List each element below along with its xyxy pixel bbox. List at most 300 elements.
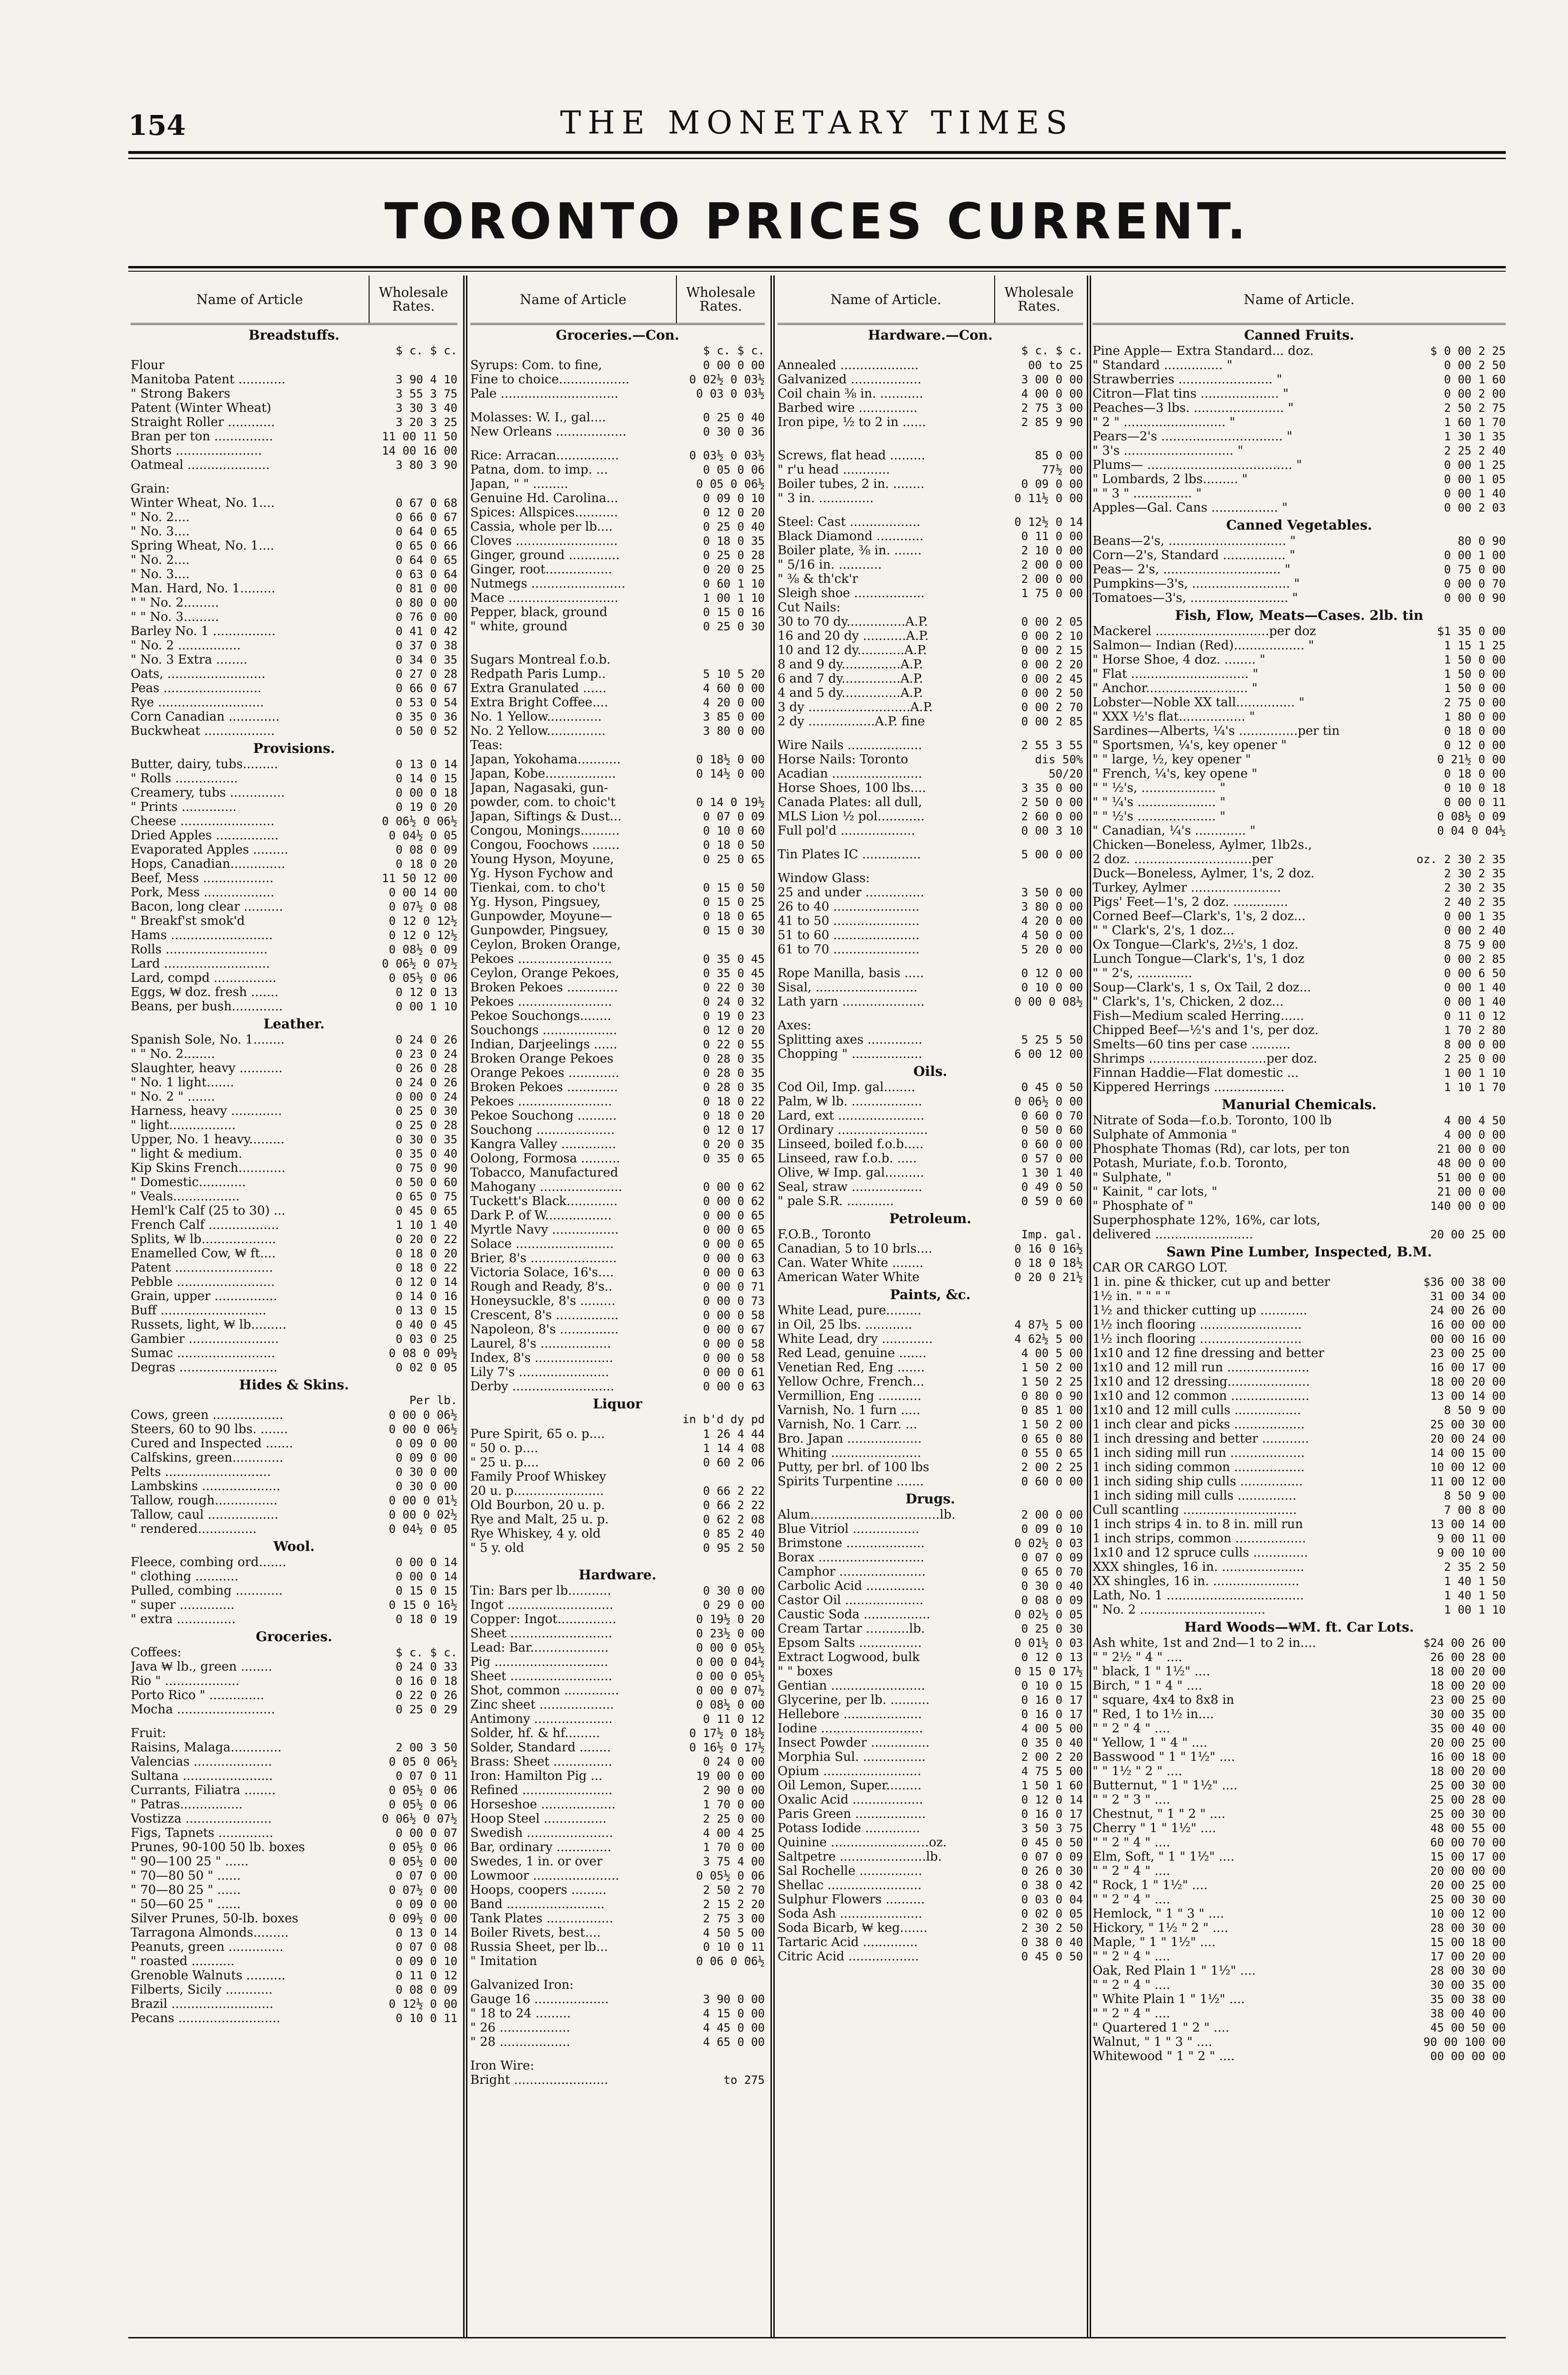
column-divider bbox=[463, 276, 465, 2337]
price-row bbox=[778, 1921, 1083, 1935]
article-name: Pale .............................. bbox=[470, 387, 618, 401]
wholesale-rate: 26 00 28 00 bbox=[1430, 1651, 1506, 1664]
price-row bbox=[1093, 824, 1506, 838]
wholesale-rate: 0 35 0 45 bbox=[703, 952, 765, 966]
article-name: Sheet .......................... bbox=[470, 1669, 612, 1683]
article-name: " " 2 " 4 " .... bbox=[1093, 1835, 1170, 1850]
article-name: Coil chain ⅜ in. ........... bbox=[778, 387, 923, 401]
price-row bbox=[1093, 486, 1506, 501]
article-name: Degras ......................... bbox=[131, 1360, 278, 1375]
price-row bbox=[131, 1702, 457, 1717]
spacer bbox=[470, 439, 765, 448]
price-list bbox=[131, 325, 457, 2025]
article-name: Turkey, Aylmer ....................... bbox=[1093, 881, 1281, 895]
wholesale-rate: 0 24 0 33 bbox=[395, 1660, 457, 1673]
price-row bbox=[778, 1878, 1083, 1892]
article-name: Bacon, long clear .......... bbox=[131, 900, 283, 914]
price-row bbox=[1093, 966, 1506, 980]
article-name: Varnish, No. 1 furn ..... bbox=[778, 1403, 921, 1417]
article-name: Swedes, 1 in. or over bbox=[470, 1854, 603, 1869]
price-row bbox=[778, 387, 1083, 401]
wholesale-rate: 0 66 0 67 bbox=[395, 511, 457, 524]
price-row bbox=[131, 1983, 457, 1997]
price-row bbox=[131, 1940, 457, 1954]
wholesale-rate: 0 00 2 85 bbox=[1444, 952, 1506, 966]
article-name: Cloves .......................... bbox=[470, 534, 618, 548]
price-row bbox=[470, 1598, 765, 1612]
wholesale-rate: 0 80 0 90 bbox=[1021, 1389, 1083, 1403]
wholesale-rate: 0 95 2 50 bbox=[703, 1541, 765, 1555]
wholesale-rate: 1 26 4 44 bbox=[703, 1427, 765, 1441]
article-name: " 90—100 25 " ...... bbox=[131, 1854, 249, 1869]
article-name: " Prints .............. bbox=[131, 800, 237, 814]
price-row bbox=[470, 548, 765, 562]
wholesale-rate: 00 00 16 00 bbox=[1430, 1332, 1506, 1346]
price-row bbox=[1093, 638, 1506, 653]
wholesale-rate: 20 00 00 00 bbox=[1430, 1864, 1506, 1878]
article-name: 1 in. pine & thicker, cut up and better bbox=[1093, 1275, 1330, 1289]
price-row bbox=[470, 881, 765, 895]
article-name: " No. 2 " ....... bbox=[131, 1090, 215, 1104]
article-name: Winter Wheat, No. 1.... bbox=[131, 496, 275, 510]
wholesale-rate: 0 25 0 65 bbox=[703, 853, 765, 866]
column-divider bbox=[770, 276, 772, 2337]
article-name: Porto Rico " .............. bbox=[131, 1688, 265, 1702]
price-row bbox=[1093, 1778, 1506, 1793]
article-name: Sleigh shoe .................. bbox=[778, 586, 925, 600]
price-row bbox=[778, 600, 1083, 615]
article-name: Iodine .......................... bbox=[778, 1721, 923, 1736]
wholesale-rate: 0 22 0 26 bbox=[395, 1689, 457, 1702]
wholesale-rate: 2 00 2 25 bbox=[1021, 1461, 1083, 1474]
price-row bbox=[778, 1227, 1083, 1242]
article-name: Kangra Valley .............. bbox=[470, 1137, 617, 1151]
article-name: Pekoes ........................ bbox=[470, 952, 612, 966]
article-name: Yg. Hyson, Pingsuey, bbox=[470, 895, 601, 909]
price-row bbox=[1093, 2049, 1506, 2063]
bottom-rule bbox=[128, 2337, 1506, 2338]
price-row bbox=[1093, 372, 1506, 387]
price-row bbox=[470, 1826, 765, 1840]
price-row bbox=[131, 1175, 457, 1189]
article-name: Sheet .......................... bbox=[470, 1626, 612, 1641]
price-row bbox=[470, 1037, 765, 1052]
price-row bbox=[778, 1318, 1083, 1332]
wholesale-rate: 1 50 1 60 bbox=[1021, 1779, 1083, 1792]
wholesale-rate: 20 00 25 00 bbox=[1430, 1736, 1506, 1749]
price-row bbox=[778, 344, 1083, 358]
wholesale-rate: 2 50 2 70 bbox=[703, 1883, 765, 1897]
article-name: " 50—60 25 " ...... bbox=[131, 1897, 241, 1911]
wholesale-rate: 0 11½ 0 00 bbox=[1014, 492, 1083, 505]
price-row bbox=[778, 1432, 1083, 1446]
wholesale-rate: 0 00 2 20 bbox=[1021, 658, 1083, 671]
article-name: Ox Tongue—Clark's, 2½'s, 1 doz. bbox=[1093, 938, 1299, 952]
price-row bbox=[778, 1123, 1083, 1137]
wholesale-rate: 28 00 30 00 bbox=[1430, 1964, 1506, 1977]
price-row bbox=[470, 1208, 765, 1223]
article-name: Russets, light, ₩ lb......... bbox=[131, 1318, 286, 1332]
article-name: Oxalic Acid .................. bbox=[778, 1793, 923, 1807]
wholesale-rate: 0 06½ 0 07½ bbox=[382, 957, 457, 970]
price-row bbox=[1093, 1546, 1506, 1560]
spacer bbox=[778, 957, 1083, 966]
price-row bbox=[470, 1080, 765, 1094]
article-name: Broken Pekoes ............. bbox=[470, 1080, 618, 1094]
wholesale-rate: 2 75 3 00 bbox=[703, 1912, 765, 1925]
price-row bbox=[470, 781, 765, 795]
article-name: Iron pipe, ½ to 2 in ...... bbox=[778, 415, 926, 429]
price-row bbox=[131, 1726, 457, 1740]
price-row bbox=[470, 1455, 765, 1470]
article-name: Butternut, " 1 " 1½" .... bbox=[1093, 1778, 1238, 1793]
article-name: " Sulphate, " bbox=[1093, 1170, 1172, 1185]
wholesale-rate: 10 00 12 00 bbox=[1430, 1907, 1506, 1920]
wholesale-rate: 21 00 0 00 bbox=[1437, 1185, 1506, 1198]
wholesale-rate: 0 25 0 30 bbox=[395, 1104, 457, 1118]
wholesale-rate: 0 00 0 11 bbox=[1444, 796, 1506, 809]
price-row bbox=[778, 1935, 1083, 1949]
price-row bbox=[131, 1769, 457, 1783]
article-name: Enamelled Cow, ₩ ft.... bbox=[131, 1246, 276, 1261]
wholesale-rate: 16 00 18 00 bbox=[1430, 1750, 1506, 1764]
price-row bbox=[1093, 781, 1506, 795]
article-name: " r'u head ............ bbox=[778, 463, 890, 477]
price-row bbox=[1093, 1128, 1506, 1142]
wholesale-rate: 1 70 0 00 bbox=[703, 1798, 765, 1811]
article-name: in Oil, 25 lbs. ............ bbox=[778, 1318, 912, 1332]
article-name: Chestnut, " 1 " 2 " .... bbox=[1093, 1807, 1226, 1821]
price-column-2 bbox=[470, 276, 765, 2337]
spacer bbox=[131, 1717, 457, 1726]
price-row bbox=[778, 1018, 1083, 1033]
article-name: Creamery, tubs .............. bbox=[131, 786, 285, 800]
wholesale-rate: 0 18 0 20 bbox=[395, 857, 457, 871]
price-row bbox=[470, 1698, 765, 1712]
wholesale-rate: 0 85 1 00 bbox=[1021, 1404, 1083, 1417]
wholesale-rate: 7 00 8 00 bbox=[1444, 1503, 1506, 1517]
article-name: " " 2 " 3 " .... bbox=[1093, 1793, 1170, 1807]
price-row bbox=[1093, 710, 1506, 724]
section-heading: Leather. bbox=[263, 1016, 325, 1032]
price-row bbox=[470, 1683, 765, 1698]
wholesale-rate: 0 25 0 30 bbox=[1021, 1622, 1083, 1635]
article-name: " No. 2 ................................ bbox=[1093, 1603, 1265, 1617]
article-name: " No. 1 light....... bbox=[131, 1075, 234, 1090]
price-row bbox=[470, 1897, 765, 1911]
article-name: " " large, ½, key opener " bbox=[1093, 752, 1251, 767]
article-name: " super .............. bbox=[131, 1598, 235, 1612]
article-name: Splits, ₩ lb................... bbox=[131, 1232, 276, 1246]
wholesale-rate: 3 80 0 00 bbox=[1021, 900, 1083, 913]
section-heading: Hardware. bbox=[579, 1567, 656, 1583]
spacer bbox=[778, 505, 1083, 515]
price-row bbox=[470, 2035, 765, 2049]
price-row bbox=[470, 1911, 765, 1926]
price-row bbox=[1093, 1275, 1506, 1289]
article-name: Rio " ................... bbox=[131, 1674, 240, 1688]
article-name: Fine to choice.................. bbox=[470, 372, 630, 387]
article-name: " Flat .............................. " bbox=[1093, 667, 1258, 681]
price-row bbox=[1093, 1650, 1506, 1664]
article-name: Rice: Arracan................ bbox=[470, 448, 619, 463]
price-row bbox=[1093, 1389, 1506, 1403]
wholesale-rate: 2 40 2 35 bbox=[1444, 895, 1506, 909]
spacer bbox=[778, 862, 1083, 871]
wholesale-rate: 0 64 0 65 bbox=[395, 525, 457, 538]
article-name: Patent ......................... bbox=[131, 1261, 273, 1275]
price-row bbox=[470, 1812, 765, 1826]
article-name: Castor Oil .................... bbox=[778, 1593, 924, 1607]
spacer bbox=[470, 1968, 765, 1978]
spacer bbox=[470, 401, 765, 410]
article-name: Fleece, combing ord....... bbox=[131, 1555, 286, 1569]
price-row bbox=[131, 681, 457, 695]
wholesale-rate: 0 13 0 14 bbox=[395, 758, 457, 771]
article-name: Gentian ........................ bbox=[778, 1679, 925, 1693]
article-name: " 5 y. old bbox=[470, 1541, 524, 1555]
article-name: Canadian, 5 to 10 brls.... bbox=[778, 1242, 932, 1256]
article-name: 1x10 and 12 dressing..................... bbox=[1093, 1375, 1310, 1389]
wholesale-rate: 0 15 0 16½ bbox=[389, 1598, 457, 1612]
wholesale-rate: 0 35 0 36 bbox=[395, 710, 457, 723]
wholesale-rate: 1 00 1 10 bbox=[703, 591, 765, 605]
article-name: Crescent, 8's ................ bbox=[470, 1308, 619, 1322]
article-name: Horseshoe ................... bbox=[470, 1797, 616, 1812]
price-row bbox=[778, 1360, 1083, 1375]
wholesale-rate: 0 66 0 67 bbox=[395, 682, 457, 695]
article-name: Sumac ......................... bbox=[131, 1346, 276, 1360]
article-name: " 28 .................. bbox=[470, 2035, 570, 2049]
price-row bbox=[1093, 344, 1506, 358]
wholesale-rate: 0 12 0 13 bbox=[395, 986, 457, 999]
article-name: Cheese ........................ bbox=[131, 814, 275, 828]
wholesale-rate: 85 0 00 bbox=[1035, 449, 1083, 462]
article-name: Carbolic Acid ............... bbox=[778, 1579, 925, 1593]
wholesale-rate: 8 50 9 00 bbox=[1444, 1489, 1506, 1502]
article-name: " Anchor.......................... " bbox=[1093, 681, 1258, 695]
wholesale-rate: 0 13 0 15 bbox=[395, 1304, 457, 1317]
article-name: Laurel, 8's .................. bbox=[470, 1337, 611, 1351]
price-row bbox=[131, 1118, 457, 1132]
price-row bbox=[131, 871, 457, 885]
article-name: Galvanized .................. bbox=[778, 372, 922, 387]
price-row bbox=[131, 2011, 457, 2025]
article-name: " 3 in. .............. bbox=[778, 491, 874, 505]
wholesale-rate: 0 18 0 22 bbox=[395, 1261, 457, 1274]
wholesale-rate: 38 00 40 00 bbox=[1430, 2007, 1506, 2020]
price-row bbox=[778, 1664, 1083, 1679]
price-row bbox=[1093, 767, 1506, 781]
article-name: Steel: Cast .................. bbox=[778, 515, 921, 529]
article-name: Gunpowder, Moyune— bbox=[470, 909, 612, 923]
article-name: Bright ........................ bbox=[470, 2073, 608, 2087]
price-row bbox=[1093, 1113, 1506, 1128]
wholesale-rate: 15 00 18 00 bbox=[1430, 1936, 1506, 1949]
price-row bbox=[131, 971, 457, 985]
wholesale-rate: 0 07 0 08 bbox=[395, 1940, 457, 1954]
price-row bbox=[1093, 624, 1506, 638]
spacer bbox=[778, 1009, 1083, 1018]
wholesale-rate: 4 75 5 00 bbox=[1021, 1765, 1083, 1778]
article-name: Peaches—3 lbs. ....................... " bbox=[1093, 401, 1294, 415]
column-header bbox=[1093, 276, 1506, 325]
article-name: 1 inch siding mill culls ............... bbox=[1093, 1489, 1297, 1503]
wholesale-rate: 4 00 0 00 bbox=[1021, 387, 1083, 400]
price-row bbox=[470, 1023, 765, 1037]
article-name: New Orleans .................. bbox=[470, 425, 627, 439]
wholesale-rate: 0 30 0 40 bbox=[1021, 1579, 1083, 1593]
price-row bbox=[470, 1712, 765, 1726]
article-name: 1 inch siding common .................. bbox=[1093, 1460, 1305, 1474]
price-row bbox=[470, 1109, 765, 1123]
price-row bbox=[778, 543, 1083, 558]
wholesale-rate: 3 80 3 90 bbox=[395, 458, 457, 472]
wholesale-rate: 0 38 0 40 bbox=[1021, 1936, 1083, 1949]
price-row bbox=[1093, 1037, 1506, 1052]
wholesale-rate: 0 00 0 73 bbox=[703, 1294, 765, 1308]
price-row bbox=[131, 1968, 457, 1983]
article-name: Eggs, ₩ doz. fresh ....... bbox=[131, 985, 279, 999]
price-row bbox=[1093, 1907, 1506, 1921]
article-name: Maple, " 1 " 1½" .... bbox=[1093, 1935, 1216, 1949]
price-row bbox=[470, 2073, 765, 2087]
wholesale-rate: 17 00 20 00 bbox=[1430, 1950, 1506, 1963]
wholesale-rate: 0 26 0 28 bbox=[395, 1062, 457, 1075]
wholesale-rate: 0 12 0 14 bbox=[1021, 1793, 1083, 1806]
wholesale-rate: 0 00 2 45 bbox=[1021, 672, 1083, 685]
price-row bbox=[470, 344, 765, 358]
price-row bbox=[131, 1854, 457, 1869]
wholesale-rate: 0 00 0 05½ bbox=[696, 1670, 765, 1683]
price-row bbox=[1093, 752, 1506, 767]
article-name: Citric Acid .................. bbox=[778, 1949, 919, 1964]
wholesale-rate: 0 23½ 0 00 bbox=[696, 1627, 765, 1640]
article-name: Fruit: bbox=[131, 1726, 166, 1740]
article-name: " No. 3 Extra ........ bbox=[131, 653, 247, 667]
article-name: 1½ and thicker cutting up ............ bbox=[1093, 1303, 1308, 1318]
article-name: Cream Tartar ...........lb. bbox=[778, 1622, 925, 1636]
price-row bbox=[778, 928, 1083, 942]
price-column-3 bbox=[778, 276, 1083, 2337]
article-name: 1½ in. " " " " bbox=[1093, 1289, 1171, 1303]
wholesale-rate: 8 00 0 00 bbox=[1444, 1038, 1506, 1051]
price-row bbox=[1093, 1503, 1506, 1517]
price-row bbox=[778, 1375, 1083, 1389]
price-row bbox=[778, 995, 1083, 1009]
wholesale-rate: $ c. $ c. bbox=[703, 344, 765, 357]
price-row bbox=[470, 591, 765, 605]
price-row bbox=[1093, 1446, 1506, 1460]
price-row bbox=[778, 871, 1083, 885]
article-name: Putty, per brl. of 100 lbs bbox=[778, 1460, 930, 1474]
price-row bbox=[1093, 938, 1506, 952]
price-row bbox=[1093, 1736, 1506, 1750]
price-row bbox=[778, 914, 1083, 928]
wholesale-rate: 0 00 2 85 bbox=[1021, 715, 1083, 728]
article-name: Harness, heavy ............. bbox=[131, 1104, 282, 1118]
wholesale-rate: 0 00 0 90 bbox=[1444, 591, 1506, 605]
wholesale-rate: 25 00 30 00 bbox=[1430, 1418, 1506, 1431]
column-divider bbox=[773, 276, 775, 2337]
price-row bbox=[131, 1275, 457, 1289]
wholesale-rate: 0 00 0 04½ bbox=[696, 1655, 765, 1669]
wholesale-rate: 1 50 2 00 bbox=[1021, 1418, 1083, 1431]
article-name: Wire Nails ................... bbox=[778, 738, 922, 752]
price-row bbox=[1093, 534, 1506, 548]
wholesale-rate: 1 15 1 25 bbox=[1444, 639, 1506, 652]
wholesale-rate: 0 14 0 16 bbox=[395, 1290, 457, 1303]
price-list bbox=[1093, 325, 1506, 2063]
wholesale-rate: 00 to 25 bbox=[1028, 359, 1083, 372]
price-row bbox=[1093, 1807, 1506, 1821]
price-row bbox=[470, 1669, 765, 1683]
wholesale-rate: 0 53 0 54 bbox=[395, 696, 457, 709]
article-name: Orange Pekoes ............. bbox=[470, 1066, 619, 1080]
price-row bbox=[131, 1303, 457, 1318]
article-name: Filberts, Sicily ............ bbox=[131, 1983, 273, 1997]
price-row bbox=[470, 1527, 765, 1541]
wholesale-rate: 8 75 9 00 bbox=[1444, 938, 1506, 951]
price-row bbox=[131, 581, 457, 596]
price-row bbox=[131, 1061, 457, 1075]
wholesale-rate: 60 00 70 00 bbox=[1430, 1836, 1506, 1849]
price-row bbox=[1093, 952, 1506, 966]
price-row bbox=[778, 1565, 1083, 1579]
article-name: " No. 2 ................ bbox=[131, 638, 241, 653]
wholesale-rate: 0 55 0 65 bbox=[1021, 1446, 1083, 1460]
price-row bbox=[131, 553, 457, 567]
article-name: Straight Roller ............ bbox=[131, 415, 275, 429]
section-heading: Hides & Skins. bbox=[239, 1377, 349, 1393]
price-row bbox=[131, 1232, 457, 1246]
price-row bbox=[470, 1883, 765, 1897]
price-row bbox=[131, 372, 457, 387]
wholesale-rate: 2 30 2 35 bbox=[1444, 881, 1506, 894]
wholesale-rate: 0 12 0 14 bbox=[395, 1275, 457, 1289]
price-row bbox=[470, 2021, 765, 2035]
price-row bbox=[470, 653, 765, 667]
article-name: Peas— 2's, .............................. " bbox=[1093, 562, 1291, 577]
price-row bbox=[131, 1522, 457, 1536]
price-row bbox=[778, 463, 1083, 477]
wholesale-rate: 0 76 0 00 bbox=[395, 610, 457, 624]
article-name: " " boxes bbox=[778, 1664, 833, 1679]
price-row bbox=[778, 966, 1083, 980]
wholesale-rate: 2 00 0 00 bbox=[1021, 572, 1083, 586]
article-name: Tarragona Almonds......... bbox=[131, 1926, 289, 1940]
price-row bbox=[470, 1265, 765, 1280]
wholesale-rate: 140 00 0 00 bbox=[1430, 1199, 1506, 1213]
article-name: " Phosphate of " bbox=[1093, 1199, 1193, 1213]
price-row bbox=[470, 1783, 765, 1797]
wholesale-rate: 0 00 0 01½ bbox=[389, 1494, 457, 1507]
price-row bbox=[778, 448, 1083, 463]
wholesale-rate: 0 64 0 65 bbox=[395, 553, 457, 567]
price-row bbox=[1093, 1721, 1506, 1736]
price-row bbox=[131, 985, 457, 999]
wholesale-rate: 2 25 0 00 bbox=[1444, 1052, 1506, 1065]
article-name: Pekoes ........................ bbox=[470, 1094, 612, 1109]
article-name: Lambskins .................... bbox=[131, 1479, 281, 1493]
article-name: " Rock, 1 " 1½" .... bbox=[1093, 1878, 1208, 1892]
wholesale-rate: 0 04½ 0 05 bbox=[389, 1522, 457, 1536]
article-name: XXX shingles, 16 in. ..................... bbox=[1093, 1560, 1304, 1574]
wholesale-rate: 0 45 0 50 bbox=[1021, 1950, 1083, 1963]
article-name: Japan, Nagasaki, gun- bbox=[470, 781, 608, 795]
price-row bbox=[1093, 1142, 1506, 1156]
article-name: powder, com. to choic't bbox=[470, 795, 616, 809]
